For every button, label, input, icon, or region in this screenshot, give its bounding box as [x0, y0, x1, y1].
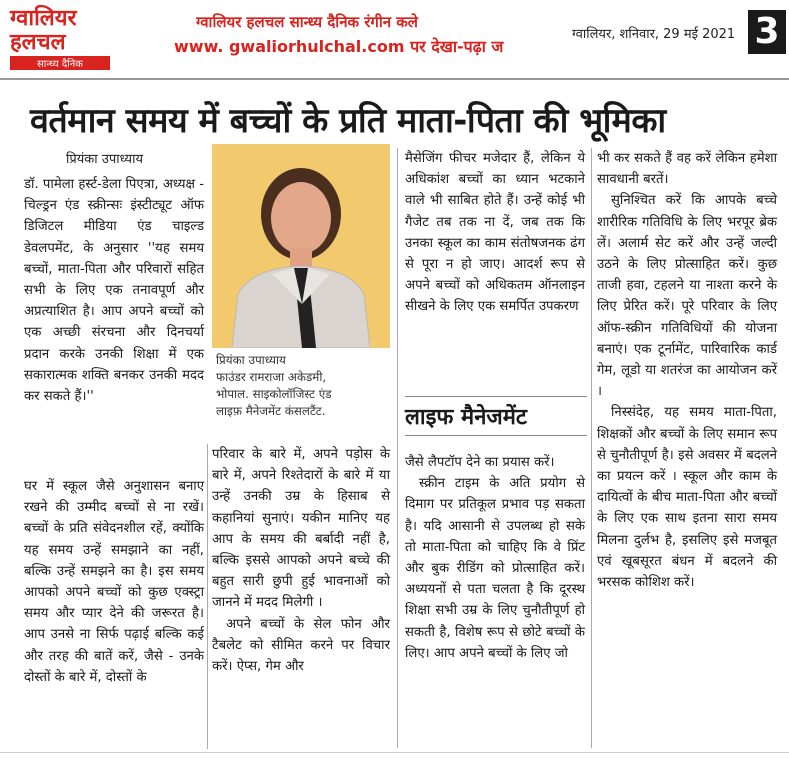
- caption-text: प्रियंका उपाध्याय फाउंडर रामराजा अकेडमी, भोपाल. साइकोलॉजिस्ट एंड लाइफ़ मैनेजमेंट कंसलटैंट.: [216, 353, 332, 418]
- paragraph: मैसेजिंग फीचर मजेदार हैं, लेकिन ये अधिकांश बच्चों का ध्यान भटकाने वाले भी साबित होते हैं। उन्हें कोई भी गैजेट तब तक ना दें, जब तक कि उनका स्कूल का काम संतोषजनक ढंग से पूरा न हो जाए। आदर्श रूप से अपने बच्चों को अधिकतम ऑनलाइन सीखने के लिए एक समर्पित उपकरण: [405, 151, 585, 315]
- column-4: [597, 148, 777, 593]
- paragraph: अपने बच्चों के सेल फोन और टैबलेट को सीमित करने पर विचार करें। ऐप्स, गेम और: [212, 616, 390, 675]
- page-bottom-edge: [0, 752, 789, 766]
- paragraph: परिवार के बारे में, अपने पड़ोस के बारे में, अपने रिश्तेदारों के बारे में या उन्हें उनकी उम्र के हिसाब से कहानियां सुनाएं। यकीन मानिए यह आप के समय की बर्बादी नहीं है, बल्कि इससे आपको अपने बच्चे की बहुत सारी छुपी हुई भावनाओं को जानने में मदद मिलेगी ।: [212, 447, 390, 611]
- column-2: [212, 444, 390, 677]
- dateline: ग्वालियर, शनिवार, 29 मई 2021: [572, 27, 736, 42]
- masthead-tagline: ग्वालियर हलचल सान्ध्य दैनिक रंगीन कले: [196, 13, 418, 31]
- column-1-top: [24, 174, 204, 407]
- paragraph: स्क्रीन टाइम के अति प्रयोग से दिमाग पर प्रतिकूल प्रभाव पड़ सकता है। यदि आसानी से उपलब्ध हो सके तो माता-पिता को चाहिए कि वे प्रिंट और बुक रीडिंग को प्रोत्साहित करें। अध्ययनों से पता चलता है कि दूरस्थ शिक्षा सभी उम्र के लिए चुनौतीपूर्ण हो सकती है, विशेष रूप से छोटे बच्चों के लिए। आप अपने बच्चों के लिए जो: [405, 476, 585, 661]
- masthead-website: www. gwaliorhulchal.com पर देखा-पढ़ा ज: [174, 37, 504, 56]
- paragraph: डॉ. पामेला हर्स्ट-डेला पिएत्रा, अध्यक्ष - चिल्ड्रन एंड स्क्रीन्सः इंस्टीट्यूट ऑफ डिजिटल मीडिया एंड चाइल्ड डेवलपमेंट, के अनुसार ''यह समय बच्चों, माता-पिता और परिवारों सहित सभी के लिए एक तनावपूर्ण और अप्रत्याशित है। आप अपने बच्चों को एक अच्छी संरचना और दिनचर्या प्रदान करके उनकी शिक्षा में एक सकारात्मक शक्ति बनकर उनकी मदद कर सकते हैं।'': [24, 177, 204, 405]
- column-3-bottom: [405, 452, 585, 664]
- author-portrait-image: [212, 144, 390, 348]
- page-number: 3: [748, 10, 786, 54]
- masthead: [0, 0, 789, 80]
- logo-line-3: सान्ध्य दैनिक: [10, 56, 110, 70]
- article-byline: प्रियंका उपाध्याय: [66, 152, 143, 167]
- column-divider: [207, 444, 208, 749]
- column-1-bottom: [24, 476, 204, 688]
- masthead-divider: [0, 78, 789, 80]
- logo-line-1: ग्वालियर: [10, 5, 77, 31]
- author-photo: [212, 144, 390, 348]
- logo-line-2: हलचल: [10, 29, 66, 55]
- paragraph: भी कर सकते हैं वह करें लेकिन हमेशा सावधानी बरतें।: [597, 151, 777, 188]
- column-3-top: [405, 148, 585, 318]
- column-divider: [397, 148, 398, 748]
- photo-caption: [212, 350, 398, 422]
- paragraph: जैसे लैपटॉप देने का प्रयास करें।: [405, 455, 555, 470]
- paragraph: सुनिश्चित करें कि आपके बच्चे शारीरिक गतिविधि के लिए भरपूर ब्रेक लें। अलार्म सेट करें और उन्हें जल्दी उठने के लिए प्रोत्साहित करें। कुछ ताजी हवा, टहलने या नाश्ता करने के लिए प्रेरित करें। पूरे परिवार के लिए ऑफ-स्क्रीन गतिविधियों की योजना बनाएं। एक टूर्नामेंट, पारिवारिक कार्ड गेम, लूडो या शतरंज का आयोजन करें ।: [597, 193, 777, 400]
- section-title: लाइफ मैनेजमेंट: [405, 396, 587, 436]
- paragraph: निस्संदेह, यह समय माता-पिता, शिक्षकों और बच्चों के लिए समान रूप से चुनौतीपूर्ण है। इसे अवसर में बदलने का प्रयत्न करें । स्कूल और काम के दायित्वों के बीच माता-पिता और बच्चों के लिए एक साथ इतना सारा समय मिलना दुर्लभ है, इसलिए इसे मजबूत एवं खूबसूरत बंधन में बदलने की भरसक कोशिश करें।: [597, 405, 777, 591]
- newspaper-logo: [10, 6, 120, 78]
- paragraph: घर में स्कूल जैसे अनुशासन बनाए रखने की उम्मीद बच्चों से ना रखें। बच्चों के प्रति संवेदनशील रहें, क्योंकि यह समय उन्हें समझाने का नहीं, बल्कि उन्हें समझने का है। इस समय आपको अपने बच्चों को कुछ एक्स्ट्रा समय और प्यार देने की जरूरत है। आप उनसे ना सिर्फ पढ़ाई बल्कि कई और तरह की बातें करें, जैसे - उनके दोस्तों के बारे में, दोस्तों के: [24, 479, 204, 685]
- column-divider: [591, 148, 592, 748]
- article-headline: वर्तमान समय में बच्चों के प्रति माता-पिता की भूमिका: [30, 101, 666, 141]
